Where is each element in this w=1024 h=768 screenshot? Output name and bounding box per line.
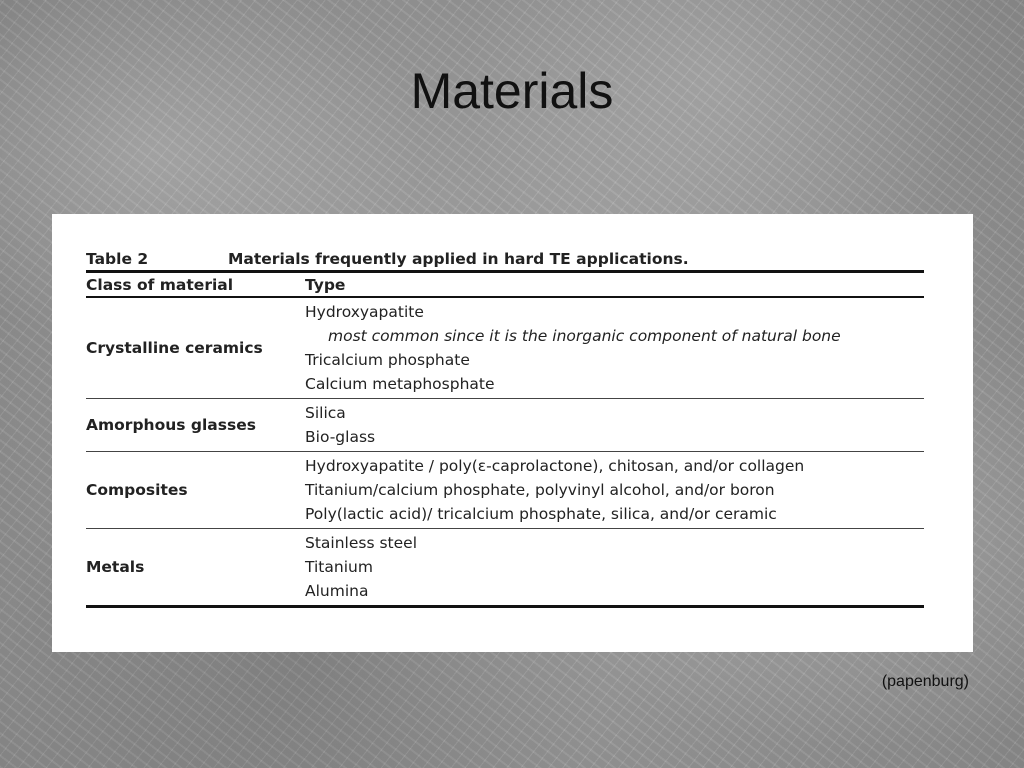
source-credit: (papenburg) (881, 673, 969, 690)
type-item: Hydroxyapatite / poly(ε-caprolactone), chitosan, and/or collagen (305, 457, 805, 475)
group-types (305, 454, 924, 526)
table-group-crystalline-ceramics (86, 298, 924, 399)
header-type: Type (305, 276, 346, 294)
slide-title: Materials (410, 63, 614, 119)
table-group-metals (86, 529, 924, 608)
type-item: Bio-glass (305, 428, 376, 446)
group-class-label: Crystalline ceramics (86, 339, 263, 357)
type-item: Alumina (305, 582, 369, 600)
table-header-row (86, 270, 924, 298)
table-caption (86, 250, 924, 270)
type-item: Hydroxyapatite (305, 303, 424, 321)
header-class-of-material: Class of material (86, 276, 234, 294)
group-class-label: Metals (86, 558, 145, 576)
table-caption-text: Materials frequently applied in hard TE applications. (228, 250, 689, 268)
table-group-composites (86, 452, 924, 529)
materials-table (86, 250, 924, 608)
group-types (305, 401, 924, 449)
type-item: Titanium/calcium phosphate, polyvinyl alcohol, and/or boron (305, 481, 775, 499)
type-item: Poly(lactic acid)/ tricalcium phosphate, silica, and/or ceramic (305, 505, 777, 523)
type-item: Stainless steel (305, 534, 417, 552)
table-card (52, 214, 973, 652)
group-types (305, 300, 924, 396)
table-caption-label: Table 2 (86, 250, 149, 268)
type-item: Tricalcium phosphate (305, 351, 470, 369)
type-item: Silica (305, 404, 346, 422)
group-class-label: Composites (86, 481, 188, 499)
type-item: Titanium (305, 558, 373, 576)
type-note: most common since it is the inorganic component of natural bone (328, 327, 841, 345)
table-group-amorphous-glasses (86, 399, 924, 452)
group-types (305, 531, 924, 603)
type-item: Calcium metaphosphate (305, 375, 495, 393)
group-class-label: Amorphous glasses (86, 416, 256, 434)
